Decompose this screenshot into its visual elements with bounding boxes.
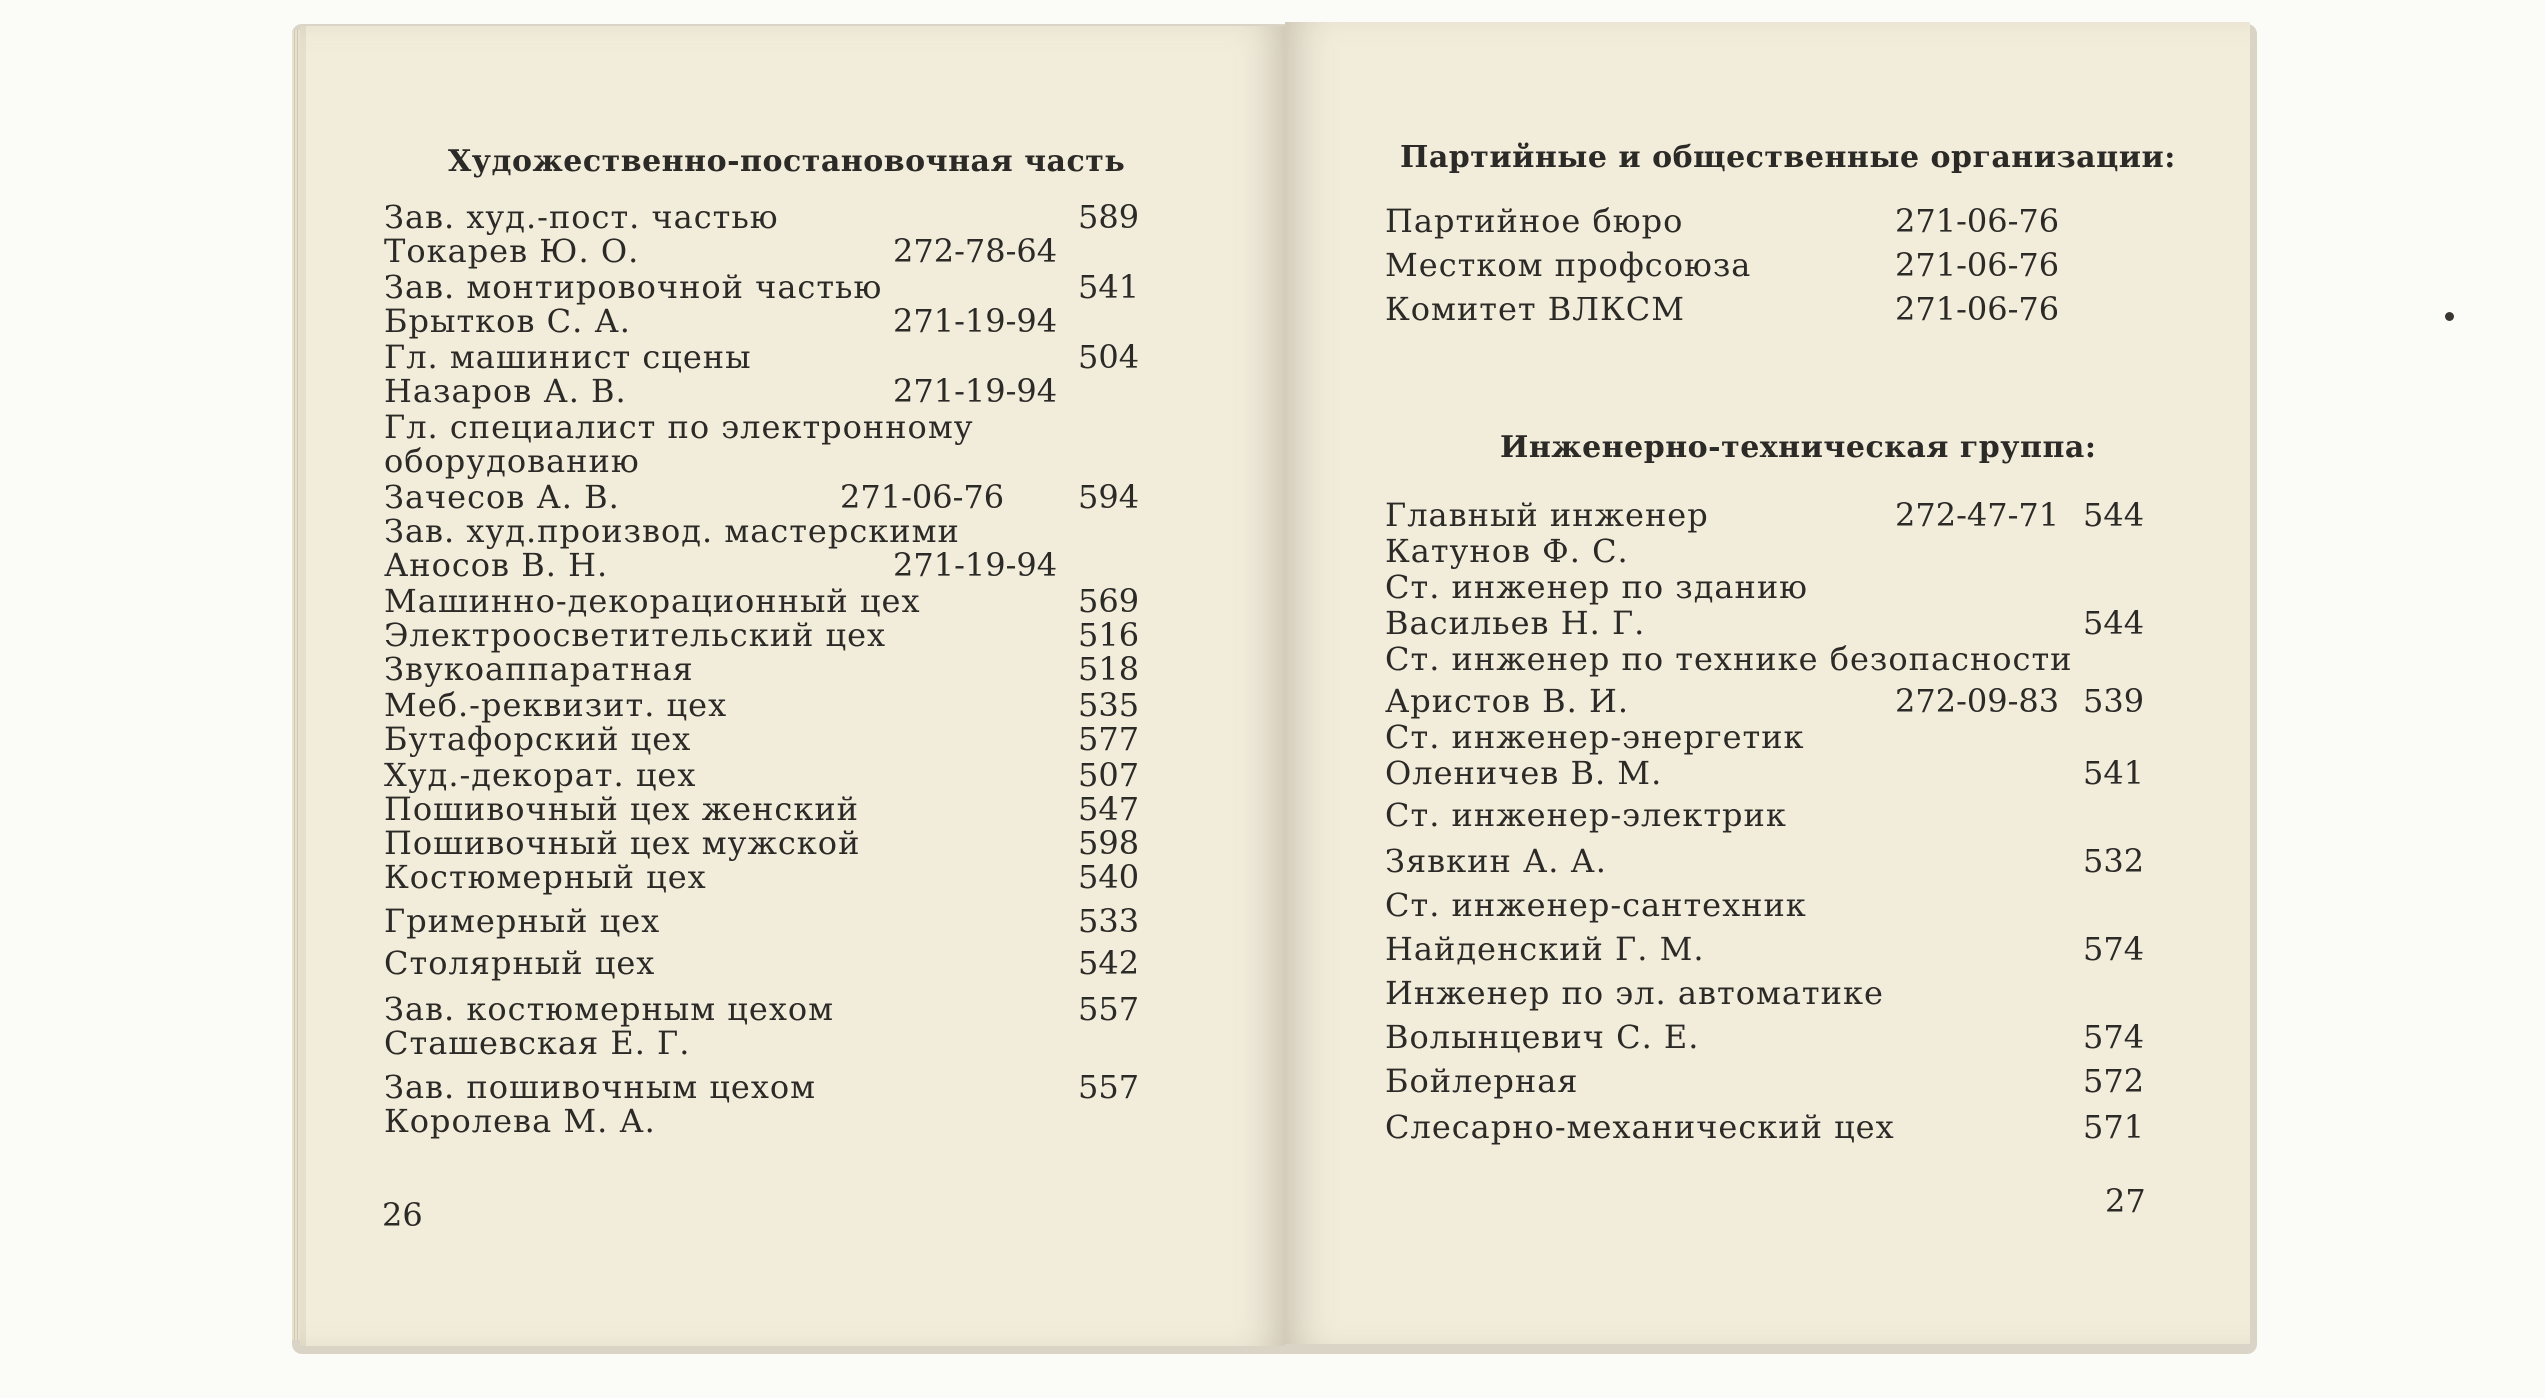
left-row-label: Пошивочный цех женский bbox=[384, 790, 859, 828]
engineering-row-extension: 572 bbox=[2083, 1062, 2145, 1100]
left-row-phone: 272-78-64 bbox=[893, 232, 1058, 270]
engineering-row-label: Слесарно-механический цех bbox=[1385, 1108, 1895, 1146]
left-row-label: Столярный цех bbox=[384, 944, 656, 982]
right-heading-party: Партийные и общественные организации: bbox=[1400, 140, 2176, 175]
left-row-label: Худ.-декорат. цех bbox=[384, 756, 697, 794]
party-row-label: Местком профсоюза bbox=[1385, 246, 1752, 284]
engineering-row-extension: 574 bbox=[2083, 930, 2145, 968]
left-row-extension: 598 bbox=[1078, 824, 1140, 862]
left-row-phone: 271-19-94 bbox=[893, 302, 1058, 340]
left-row-extension: 557 bbox=[1078, 1068, 1140, 1106]
right-page-number: 27 bbox=[2105, 1182, 2146, 1220]
engineering-row-label: Аристов В. И. bbox=[1385, 682, 1630, 720]
engineering-row-label: Найденский Г. М. bbox=[1385, 930, 1705, 968]
engineering-row-phone: 272-09-83 bbox=[1895, 682, 2060, 720]
left-row-extension: 577 bbox=[1078, 720, 1140, 758]
left-row-label: Назаров А. В. bbox=[384, 372, 627, 410]
party-row-phone: 271-06-76 bbox=[1895, 202, 2060, 240]
left-row-label: Зачесов А. В. bbox=[384, 478, 620, 516]
left-row-label: Зав. худ.производ. мастерскими bbox=[384, 512, 960, 550]
left-row-label: Королева М. А. bbox=[384, 1102, 656, 1140]
left-row-extension: 569 bbox=[1078, 582, 1140, 620]
engineering-row-label: Главный инженер bbox=[1385, 496, 1709, 534]
left-row-extension: 589 bbox=[1078, 198, 1140, 236]
engineering-row-extension: 532 bbox=[2083, 842, 2145, 880]
left-row-extension: 542 bbox=[1078, 944, 1140, 982]
left-row-extension: 541 bbox=[1078, 268, 1140, 306]
left-row-extension: 504 bbox=[1078, 338, 1140, 376]
engineering-row-label: Ст. инженер-энергетик bbox=[1385, 718, 1805, 756]
party-row-label: Комитет ВЛКСМ bbox=[1385, 290, 1685, 328]
left-page-number: 26 bbox=[382, 1196, 423, 1234]
engineering-row-label: Оленичев В. М. bbox=[1385, 754, 1663, 792]
left-row-extension: 533 bbox=[1078, 902, 1140, 940]
left-row-phone: 271-06-76 bbox=[840, 478, 1005, 516]
left-row-label: Бутафорский цех bbox=[384, 720, 692, 758]
party-row-phone: 271-06-76 bbox=[1895, 290, 2060, 328]
left-row-label: Сташевская Е. Г. bbox=[384, 1024, 691, 1062]
left-row-extension: 540 bbox=[1078, 858, 1140, 896]
engineering-row-label: Ст. инженер-электрик bbox=[1385, 796, 1787, 834]
left-row-extension: 547 bbox=[1078, 790, 1140, 828]
left-row-label: Аносов В. Н. bbox=[384, 546, 609, 584]
engineering-row-label: Волынцевич С. Е. bbox=[1385, 1018, 1700, 1056]
engineering-row-extension: 544 bbox=[2083, 604, 2145, 642]
left-row-label: Гримерный цех bbox=[384, 902, 661, 940]
left-row-label: Зав. пошивочным цехом bbox=[384, 1068, 817, 1106]
left-page bbox=[300, 26, 1285, 1346]
left-row-label: Брытков С. А. bbox=[384, 302, 631, 340]
right-page bbox=[1285, 22, 2250, 1344]
left-heading: Художественно-постановочная часть bbox=[448, 144, 1126, 179]
engineering-row-label: Инженер по эл. автоматике bbox=[1385, 974, 1884, 1012]
left-row-label: Меб.-реквизит. цех bbox=[384, 686, 728, 724]
left-row-extension: 516 bbox=[1078, 616, 1140, 654]
engineering-row-extension: 571 bbox=[2083, 1108, 2145, 1146]
party-row-phone: 271-06-76 bbox=[1895, 246, 2060, 284]
left-row-label: Зав. костюмерным цехом bbox=[384, 990, 835, 1028]
left-row-phone: 271-19-94 bbox=[893, 546, 1058, 584]
right-heading-engineering: Инженерно-техническая группа: bbox=[1500, 430, 2097, 465]
engineering-row-label: Зявкин А. А. bbox=[1385, 842, 1607, 880]
left-row-label: оборудованию bbox=[384, 442, 640, 480]
party-row-label: Партийное бюро bbox=[1385, 202, 1684, 240]
engineering-row-extension: 574 bbox=[2083, 1018, 2145, 1056]
engineering-row-label: Ст. инженер по технике безопасности bbox=[1385, 640, 2073, 678]
engineering-row-label: Ст. инженер по зданию bbox=[1385, 568, 1808, 606]
ink-speck bbox=[2445, 312, 2454, 321]
left-row-extension: 557 bbox=[1078, 990, 1140, 1028]
left-row-label: Звукоаппаратная bbox=[384, 650, 694, 688]
engineering-row-label: Бойлерная bbox=[1385, 1062, 1579, 1100]
left-row-extension: 518 bbox=[1078, 650, 1140, 688]
left-row-phone: 271-19-94 bbox=[893, 372, 1058, 410]
left-row-extension: 594 bbox=[1078, 478, 1140, 516]
engineering-row-phone: 272-47-71 bbox=[1895, 496, 2060, 534]
left-row-label: Токарев Ю. О. bbox=[384, 232, 640, 270]
engineering-row-extension: 544 bbox=[2083, 496, 2145, 534]
left-row-label: Зав. монтировочной частью bbox=[384, 268, 883, 306]
left-row-label: Костюмерный цех bbox=[384, 858, 707, 896]
left-row-label: Зав. худ.-пост. частью bbox=[384, 198, 779, 236]
engineering-row-extension: 539 bbox=[2083, 682, 2145, 720]
engineering-row-label: Ст. инженер-сантехник bbox=[1385, 886, 1807, 924]
engineering-row-extension: 541 bbox=[2083, 754, 2145, 792]
left-row-label: Пошивочный цех мужской bbox=[384, 824, 861, 862]
left-row-label: Машинно-декорационный цех bbox=[384, 582, 921, 620]
left-row-extension: 507 bbox=[1078, 756, 1140, 794]
left-row-label: Гл. специалист по электронному bbox=[384, 408, 974, 446]
engineering-row-label: Васильев Н. Г. bbox=[1385, 604, 1646, 642]
engineering-row-label: Катунов Ф. С. bbox=[1385, 532, 1629, 570]
left-row-label: Гл. машинист сцены bbox=[384, 338, 752, 376]
left-row-extension: 535 bbox=[1078, 686, 1140, 724]
left-row-label: Электроосветительский цех bbox=[384, 616, 887, 654]
